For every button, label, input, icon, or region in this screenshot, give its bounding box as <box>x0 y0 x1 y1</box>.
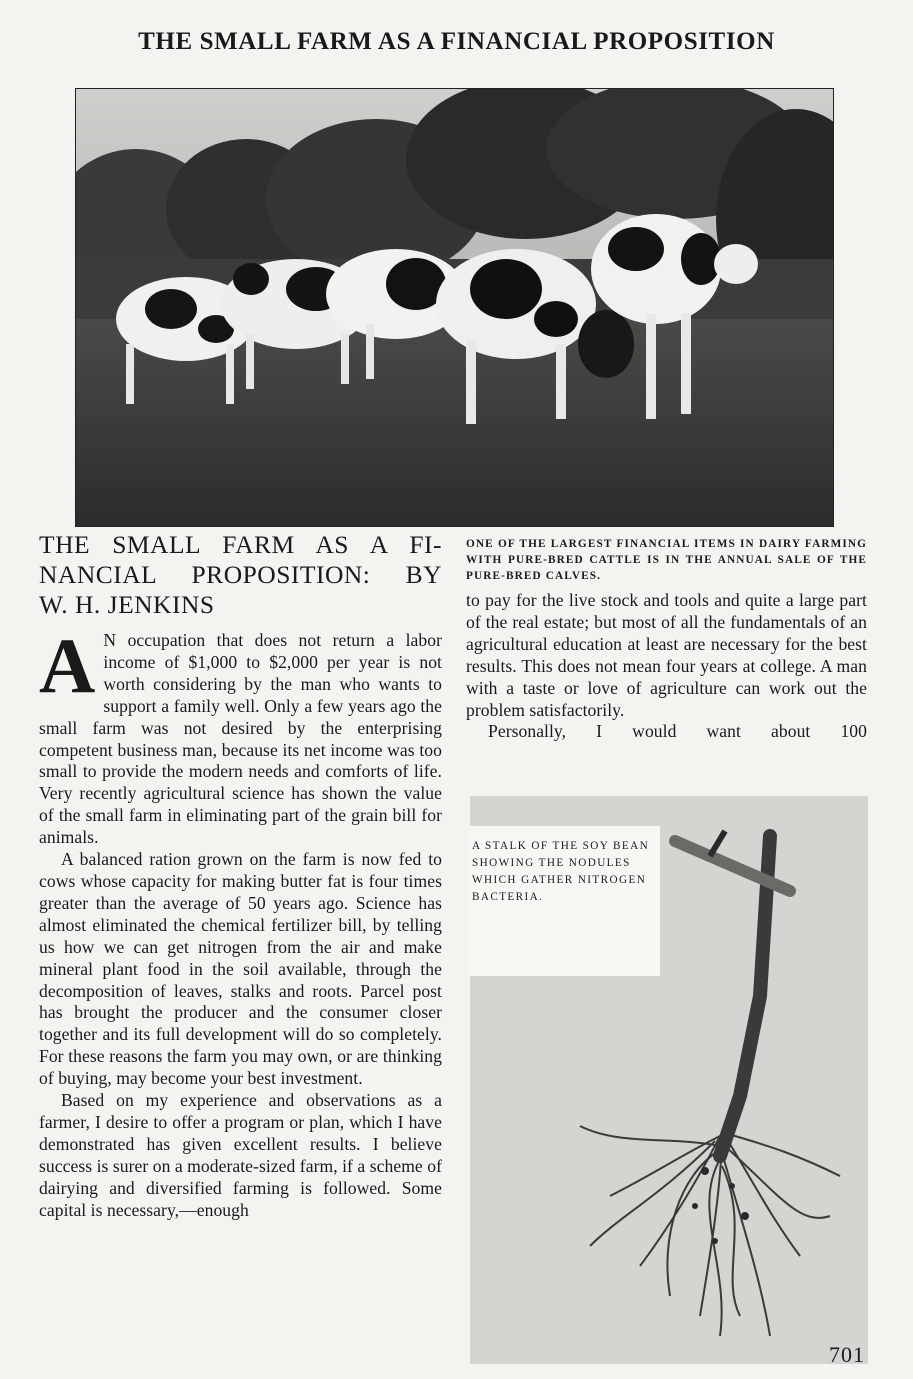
cattle-photo-caption: ONE OF THE LARGEST FINANCIAL ITEMS IN DAIRY FARMING WITH PURE-BRED CATTLE IS IN THE ANNUAL SALE OF THE PURE-BRED CALVES. <box>466 538 867 582</box>
paragraph-1-text: N occupation that does not return a labor income of $1,000 to $2,000 per year is not worth considering by the man who wants to support a family well. Only a few years ago the small farm was not desired by the enterprising competent business man, because its net income was too small to provide the modern needs and comforts of life. Very recently agricultural science has shown the value of the small farm in eliminating part of the grain bill for animals. <box>39 630 442 848</box>
cattle-photo <box>75 88 834 527</box>
paragraph-3: Based on my experience and observations as a farmer, I desire to offer a program or plan, which I have demonstrated has given excellent results. I believe success is surer on a moderate-sized farm, if a scheme of dairying and diversified farming is followed. Some capital is necessary,—enough <box>39 1090 442 1220</box>
left-column <box>39 530 442 1221</box>
drop-cap: A <box>39 622 96 709</box>
title-byline: W. H. JENKINS <box>39 590 215 619</box>
right-column <box>466 536 867 743</box>
title-line: NANCIAL PROPOSITION: BY <box>39 560 442 589</box>
paragraph-2: A balanced ration grown on the farm is now fed to cows whose capacity for making butter fat is four times greater than the average of 50 years ago. Science has almost eliminated the chemical fertilizer bill, by telling us how we can get nitrogen from the air and make mineral plant food in the soil available, through the decomposition of leaves, stalks and roots. Parcel post has brought the producer and the consumer closer together and its full development will do so completely. For these reasons the farm you may own, or are thinking of buying, may become your best investment. <box>39 849 442 1089</box>
soy-bean-photo-caption: A STALK OF THE SOY BEAN SHOWING THE NODULES WHICH GATHER NITROGEN BACTERIA. <box>470 826 660 976</box>
paragraph-4: to pay for the live stock and tools and quite a large part of the real estate; but most of all the fundamentals of an agricultural education at least are necessary for the best results. This does not mean four years at college. A man with a taste or love of agriculture can work out the problem satisfactorily. <box>466 590 867 720</box>
soy-bean-photo <box>470 796 868 1364</box>
page-number: 701 <box>829 1342 865 1367</box>
paragraph-5: Personally, I would want about 100 <box>488 721 867 742</box>
running-head: THE SMALL FARM AS A FINANCIAL PROPOSITION <box>138 28 775 55</box>
paragraph-1 <box>39 622 442 849</box>
title-line: THE SMALL FARM AS A FI- <box>39 530 442 559</box>
article-title <box>39 530 442 620</box>
